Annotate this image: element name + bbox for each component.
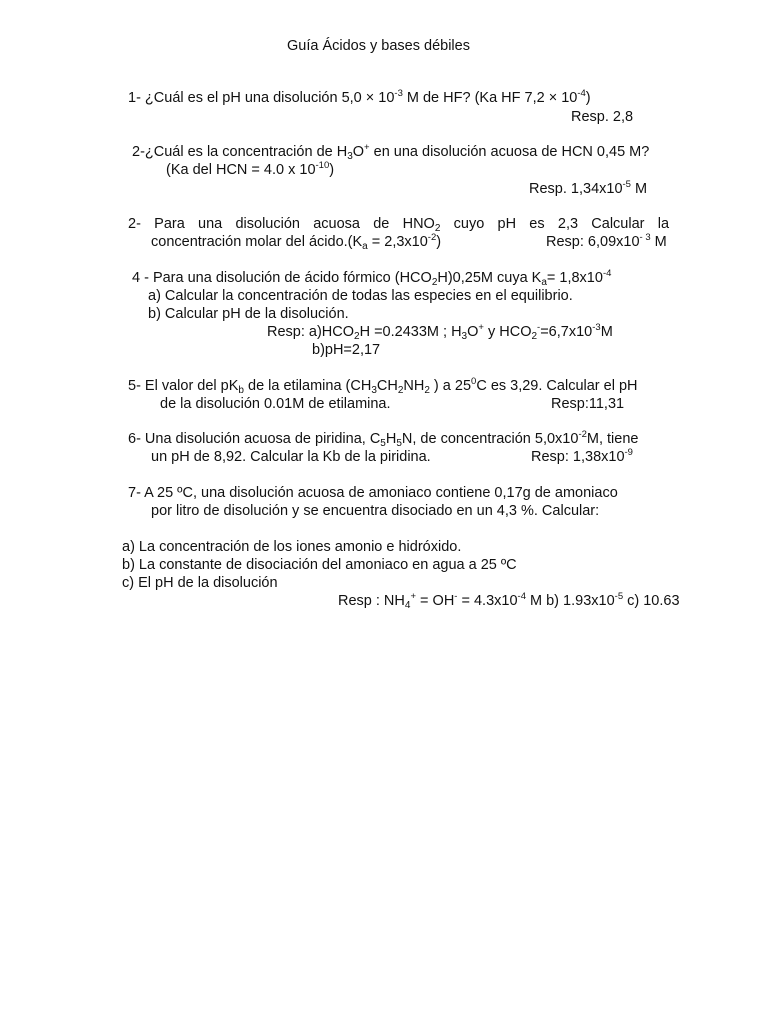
answer-4a: Resp: $a)HCO_2H =0.2433M$ ; $H_3O^+$ y $HCO_2^-=6,7x10^{-3}M$ xyxy=(267,322,613,342)
question-4: 4 - Para una disolución de ácido fórmico $(HCO_2H)0,25M$ cuya $K_a= 1,8x10^{-4}$ xyxy=(132,268,612,288)
question-7-line2: por litro de disolución y se encuentra disociado en un 4,3 %. Calcular: xyxy=(151,503,600,519)
question-7-line1: 7- A 25 ºC, una disolución acuosa de amoniaco contiene 0,17g de amoniaco xyxy=(128,485,618,501)
answer-3: Resp: $6,09x10^{- 3}$ M xyxy=(546,232,667,250)
question-6: 6- Una disolución acuosa de piridina, $C_5H_5N$, de concentración $5,0x10^{-2}M$, tiene xyxy=(128,429,639,449)
question-3-line2: concentración molar del $ácido.(K_a = 2,3x10^{-2})$ xyxy=(151,232,442,252)
answer-7: Resp : $NH_4^+ = OH^- = 4.3x10^{-4}$ M b) $1.93x10^{-5}$ c) 10.63 xyxy=(338,591,680,611)
answer-4b: b)pH=2,17 xyxy=(312,342,381,358)
question-3-line1: 2- Para una disolución acuosa de $HNO_2$ cuyo pH es 2,3 Calcular la xyxy=(128,216,670,234)
answer-2: Resp. $1,34x10^{-5}$ M xyxy=(529,179,648,197)
answer-5: Resp:11,31 xyxy=(551,396,625,412)
page-title: Guía Ácidos y bases débiles xyxy=(287,38,470,54)
question-6-line2: un pH de 8,92. Calcular la Kb de la piridina. xyxy=(151,449,431,465)
answer-6: Resp: $1,38x10^{-9}$ xyxy=(531,447,633,465)
question-2-ka: (Ka del HCN = 4.0 x $10^{-10}$) xyxy=(166,160,335,178)
question-2: 2-¿Cuál es la concentración de $H_3O^+$ en una disolución acuosa de HCN 0,45 M? xyxy=(132,142,650,162)
question-4-item-a: a) Calcular la concentración de todas las especies en el equilibrio. xyxy=(148,288,573,304)
question-7-item-b: b) La constante de disociación del amoniaco en agua a 25 ºC xyxy=(122,557,517,573)
question-1: 1- ¿Cuál es el pH una disolución $5,0 \times 10^{-3}$ M de HF? (Ka HF $7,2 \times 10^{-4}$) xyxy=(128,88,591,106)
question-5-line2: de la disolución 0.01M de etilamina. xyxy=(160,396,391,412)
question-7-item-c: c) El pH de la disolución xyxy=(122,575,278,591)
question-4-item-b: b) Calcular pH de la disolución. xyxy=(148,306,349,322)
answer-1: Resp. 2,8 xyxy=(571,109,634,125)
question-7-item-a: a) La concentración de los iones amonio e hidróxido. xyxy=(122,539,462,555)
question-5: 5- El valor del $pK_b$ de la etilamina ($CH_3CH_2NH_2$ ) a $25^0C$ es 3,29. Calcular el pH xyxy=(128,376,638,396)
